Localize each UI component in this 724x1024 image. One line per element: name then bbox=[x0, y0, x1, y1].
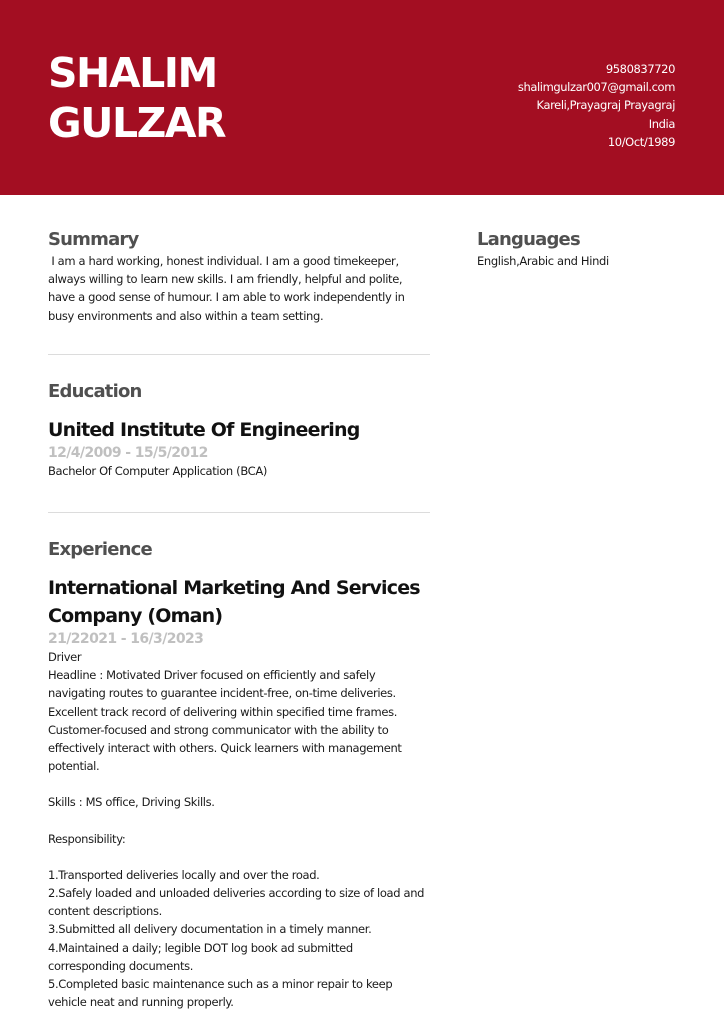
side-column bbox=[477, 228, 677, 270]
experience-section bbox=[48, 538, 430, 1011]
experience-title: Experience bbox=[48, 539, 152, 561]
responsibility-item: 3.Submitted all delivery documentation in a timely manner. bbox=[48, 922, 372, 937]
contact-info bbox=[518, 60, 675, 151]
last-name: GULZAR bbox=[48, 99, 226, 147]
summary-section bbox=[48, 228, 430, 325]
responsibility-item: 2.Safely loaded and unloaded deliveries according to size of load and content descriptions. bbox=[48, 886, 428, 919]
email: shalimgulzar007@gmail.com bbox=[517, 80, 675, 95]
address: Kareli,Prayagraj Prayagraj bbox=[536, 98, 675, 113]
job-headline: Headline : Motivated Driver focused on efficiently and safely navigating routes to guarantee incident-free, on-time deliveries. Excellent track record of delivering within specified time frames. Customer-focused and strong communicator with the ability to effectively interact with others. Quick learners with management potential. bbox=[48, 668, 405, 774]
job-skills: Skills : MS office, Driving Skills. bbox=[48, 795, 215, 810]
date-of-birth: 10/Oct/1989 bbox=[607, 134, 675, 149]
first-name: SHALIM bbox=[48, 49, 217, 97]
responsibility-list bbox=[48, 866, 430, 1012]
responsibility-item: 1.Transported deliveries locally and over the road. bbox=[48, 867, 320, 882]
degree: Bachelor Of Computer Application (BCA) bbox=[48, 463, 267, 478]
education-title: Education bbox=[48, 380, 142, 402]
phone: 9580837720 bbox=[605, 62, 675, 76]
main-column bbox=[48, 228, 430, 1011]
divider bbox=[48, 512, 430, 513]
education-dates: 12/4/2009 - 15/5/2012 bbox=[48, 444, 208, 461]
candidate-name bbox=[48, 48, 225, 148]
institution-name: United Institute Of Engineering bbox=[48, 418, 360, 441]
languages-title: Languages bbox=[477, 229, 580, 250]
education-section bbox=[48, 380, 430, 480]
languages-text: English,Arabic and Hindi bbox=[477, 254, 609, 268]
experience-dates: 21/22021 - 16/3/2023 bbox=[48, 631, 204, 648]
job-role: Driver bbox=[48, 650, 82, 665]
summary-text: I am a hard working, honest individual. I am a good timekeeper, always willing to learn new skills. I am friendly, helpful and polite, have a good sense of humour. I am able to work independently in busy environments and also within a team setting. bbox=[48, 254, 408, 323]
country: India bbox=[648, 116, 675, 131]
resume-header bbox=[0, 0, 724, 195]
languages-section bbox=[477, 228, 677, 270]
divider bbox=[48, 354, 430, 355]
summary-title: Summary bbox=[48, 229, 139, 250]
company-name: International Marketing And Services Company (Oman) bbox=[48, 577, 420, 628]
responsibility-item: 5.Completed basic maintenance such as a minor repair to keep vehicle neat and running properly. bbox=[48, 977, 396, 1010]
responsibility-item: 4.Maintained a daily; legible DOT log book ad submitted corresponding documents. bbox=[48, 940, 357, 973]
responsibility-label: Responsibility: bbox=[48, 831, 126, 846]
